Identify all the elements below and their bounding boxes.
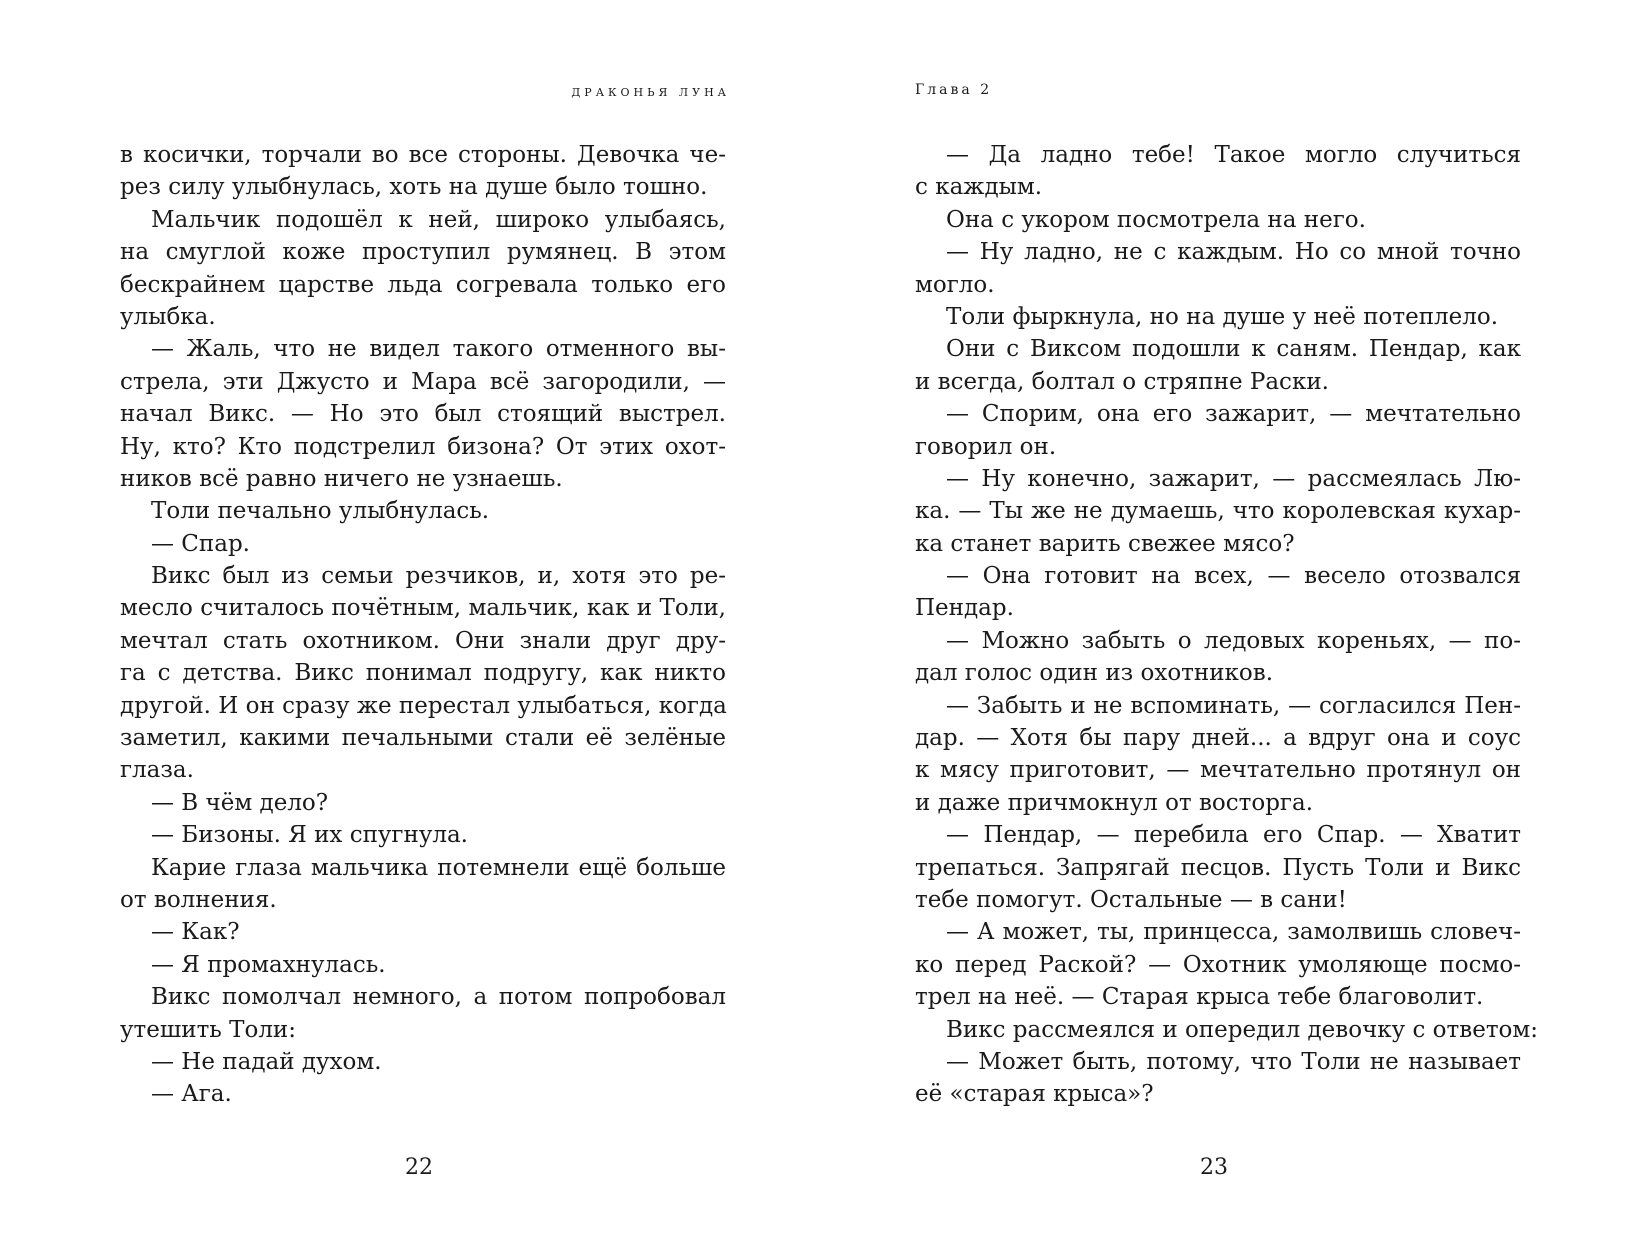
- text-line: — Спар.: [151, 530, 250, 557]
- right-page: [815, 0, 1630, 1252]
- text-line: — Ну ладно, не с каждым. Но со мной точно: [946, 239, 1521, 266]
- text-line: трепаться. Запрягай песцов. Пусть Толи и Викс: [915, 854, 1521, 881]
- text-line: другой. И он сразу же перестал улыбаться, когда: [120, 692, 727, 719]
- text-line: Пендар.: [915, 595, 1014, 622]
- text-line: говорил он.: [915, 433, 1057, 460]
- text-line: ко перед Раской? — Охотник умоляюще посмо-: [915, 951, 1521, 978]
- text-line: ников всё равно ничего не узнаешь.: [120, 465, 563, 492]
- text-line: Ну, кто? Кто подстрелил бизона? От этих охот-: [120, 433, 726, 460]
- text-line: Они с Виксом подошли к саням. Пендар, как: [946, 336, 1521, 363]
- text-line: Толи печально улыбнулась.: [151, 498, 490, 525]
- text-line: Мальчик подошёл к ней, широко улыбаясь,: [151, 206, 726, 233]
- text-line: в косички, торчали во все стороны. Девочка че-: [120, 142, 726, 168]
- right-text-block: [915, 139, 1539, 1111]
- text-line: от волнения.: [120, 886, 277, 913]
- text-line: — Ага.: [151, 1081, 232, 1108]
- text-line: заметил, какими печальными стали её зелёные: [120, 725, 726, 752]
- text-line: — Бизоны. Я их спугнула.: [151, 822, 468, 849]
- text-line: — Она готовит на всех, — весело отозвался: [946, 563, 1521, 590]
- text-line: — Я промахнулась.: [151, 951, 386, 978]
- page-number: 22: [405, 1155, 433, 1180]
- text-line: и даже причмокнул от восторга.: [915, 789, 1314, 816]
- text-line: к мясу приготовит, — мечтательно протянул он: [915, 757, 1521, 784]
- text-line: рез силу улыбнулась, хоть на душе было тошно.: [120, 174, 708, 201]
- text-line: Викс был из семьи резчиков, и, хотя это ре-: [151, 563, 726, 590]
- text-line: — А может, ты, принцесса, замолвишь словеч-: [946, 919, 1521, 946]
- text-line: Она с укором посмотрела на него.: [946, 206, 1366, 233]
- text-line: — Спорим, она его зажарит, — мечтательно: [946, 401, 1521, 428]
- text-line: с каждым.: [915, 174, 1043, 201]
- text-line: тебе помогут. Остальные — в сани!: [915, 886, 1347, 913]
- text-line: утешить Толи:: [120, 1016, 297, 1043]
- running-head-chapter: Глава 2: [915, 82, 993, 98]
- text-line: мечтал стать охотником. Они знали друг дру-: [120, 627, 726, 654]
- text-line: и всегда, болтал о стряпне Раски.: [915, 368, 1329, 395]
- page-number: 23: [1200, 1155, 1228, 1180]
- text-line: Толи фыркнула, но на душе у неё потеплело.: [946, 303, 1499, 330]
- text-line: её «старая крыса»?: [915, 1081, 1154, 1108]
- text-line: га с детства. Викс понимал подругу, как никто: [120, 660, 726, 687]
- text-line: — Можно забыть о ледовых кореньях, — по-: [946, 627, 1521, 654]
- text-line: — Может быть, потому, что Толи не называет: [946, 1048, 1521, 1075]
- text-line: улыбка.: [120, 303, 216, 330]
- text-line: трел на неё. — Старая крыса тебе благоволит.: [915, 984, 1484, 1011]
- text-line: ка станет варить свежее мясо?: [915, 530, 1295, 557]
- text-line: могло.: [915, 271, 995, 298]
- text-line: стрела, эти Джусто и Мара всё загородили, —: [120, 368, 726, 395]
- running-head-book-title: ДРАКОНЬЯ ЛУНА: [571, 86, 730, 99]
- text-line: — Да ладно тебе! Такое могло случиться: [946, 142, 1521, 168]
- text-line: дар. — Хотя бы пару дней... а вдруг она и соус: [915, 725, 1521, 752]
- text-line: на смуглой коже проступил румянец. В этом: [120, 239, 726, 266]
- text-line: начал Викс. — Но это был стоящий выстрел.: [120, 401, 726, 428]
- text-line: месло считалось почётным, мальчик, как и Толи,: [120, 595, 726, 622]
- text-line: ка. — Ты же не думаешь, что королевская кухар-: [915, 498, 1521, 525]
- text-line: Викс рассмеялся и опередил девочку с ответом:: [946, 1016, 1539, 1043]
- text-line: — Ну конечно, зажарит, — рассмеялась Лю-: [946, 465, 1521, 492]
- text-line: — Пендар, — перебила его Спар. — Хватит: [946, 822, 1521, 849]
- left-text-block: [120, 139, 726, 1111]
- text-line: глаза.: [120, 757, 194, 784]
- text-line: — В чём дело?: [151, 789, 329, 816]
- text-line: — Жаль, что не видел такого отменного вы-: [151, 336, 726, 363]
- text-line: — Как?: [151, 919, 240, 946]
- text-line: бескрайнем царстве льда согревала только его: [120, 271, 726, 298]
- text-line: дал голос один из охотников.: [915, 660, 1274, 687]
- text-line: Викс помолчал немного, а потом попробовал: [151, 984, 726, 1011]
- text-line: — Не падай духом.: [151, 1048, 382, 1075]
- text-line: — Забыть и не вспоминать, — согласился Пен-: [946, 692, 1521, 719]
- text-line: Карие глаза мальчика потемнели ещё больше: [151, 854, 726, 881]
